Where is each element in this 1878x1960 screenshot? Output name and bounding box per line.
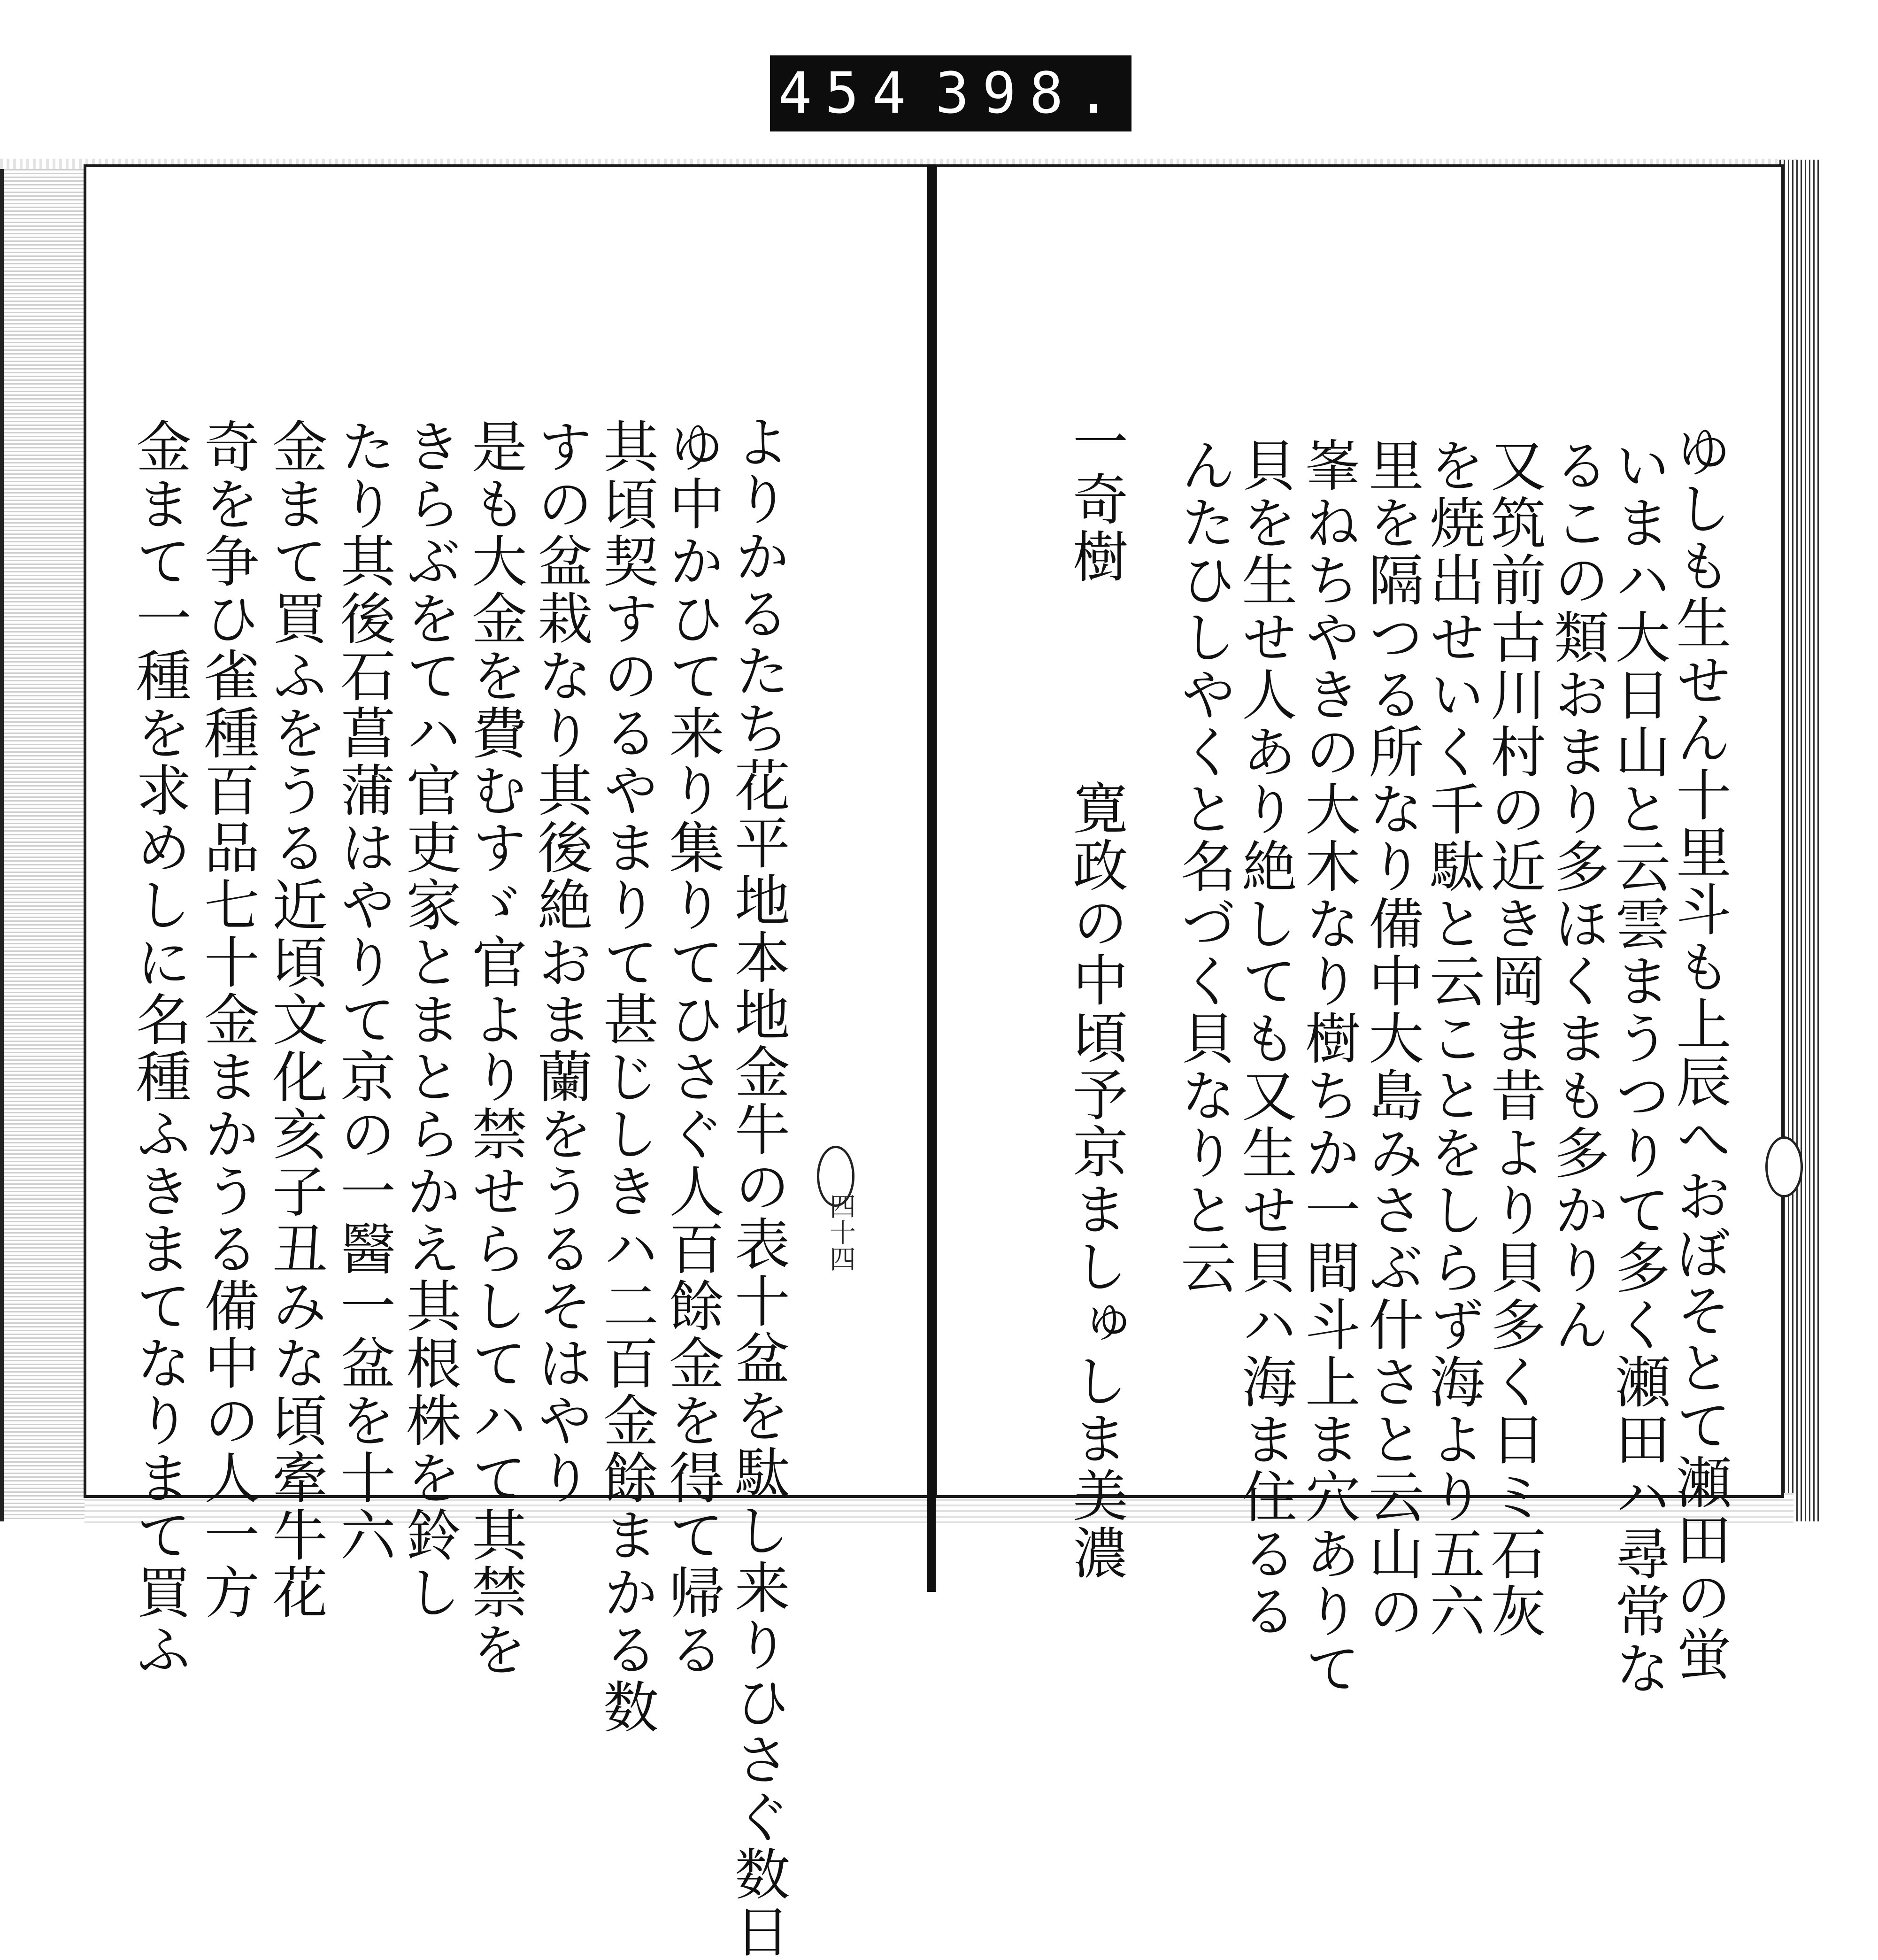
frame-number-left: 454 [778,61,919,126]
right-page-column-3: るこの類おまり多ほくまも多かりん [1545,437,1609,1353]
right-page-column-10: 寛政の中頃予京ましゅしま美濃 [1063,779,1128,1582]
frame-number-label [770,55,1131,131]
right-page-column-4: 又筑前古川村の近き岡ま昔より貝多く日ミ石灰 [1481,437,1546,1640]
right-page-column-8: 貝を生せ人あり絶しても又生せ貝ハ海ま住るる [1232,437,1297,1640]
right-page-column-5: を焼出せいく千駄と云ことをしらず海より五六 [1420,437,1485,1640]
left-page-column-6: きらぶをてハ官吏家とまとらかえ其根株を鈴し [397,418,462,1621]
left-page-column-4: すの盆栽なり其後絶おま蘭をうるそはやり [528,418,593,1506]
left-page-column-7: たり其後石菖蒲はやりて京の一醫一盆を十六 [331,418,396,1564]
left-page-column-10: 金まて一種を求めしに名種ふきまてなりまて買ふ [127,418,192,1678]
book-left-edge [0,169,88,1521]
right-page-column-7: 峯ねちやきの大木なり樹ちか一間斗上ま穴ありて [1296,437,1361,1697]
right-page-column-1: ゆしも生せん十里斗も上辰へおぼそとて瀬田の蛍 [1667,423,1732,1683]
binding-hole-right [1765,1136,1803,1197]
right-page-column-9: んたひしやくと名づく貝なりと云 [1171,437,1236,1296]
book-right-edge [1779,160,1822,1521]
left-page-column-1: よりかるたち花平地本地金牛の表十盆を駄し来りひさぐ数日 [725,413,790,1960]
left-page-column-5: 是も大金を費むすゞ官より禁せらしてハて其禁を [462,418,527,1678]
book-spine [927,164,936,1592]
right-page-column-6: 里を隔つる所なり備中大島みさぶ什さと云山の [1359,437,1424,1640]
left-page-column-3: 其頃契すのるやまりて甚じしきハ二百金餘まかる数 [594,418,659,1736]
page-folio-number: 四十四 [825,1193,856,1272]
frame-number-right: 398. [935,61,1124,126]
left-page-column-2: ゆ中かひて来り集りてひさぐ人百餘金を得て帰る [660,418,724,1678]
right-page-column-2: いまハ大日山と云雲まうつりて多く瀬田ハ尋常な [1606,437,1670,1697]
left-page-column-8: 金まて買ふをうる近頃文化亥子丑みな頃牽牛花 [263,418,328,1621]
right-page-heading: 一奇樹 [1063,413,1128,585]
left-page-column-9: 奇を争ひ雀種百品七十金まかうる備中の人一方 [195,418,260,1621]
